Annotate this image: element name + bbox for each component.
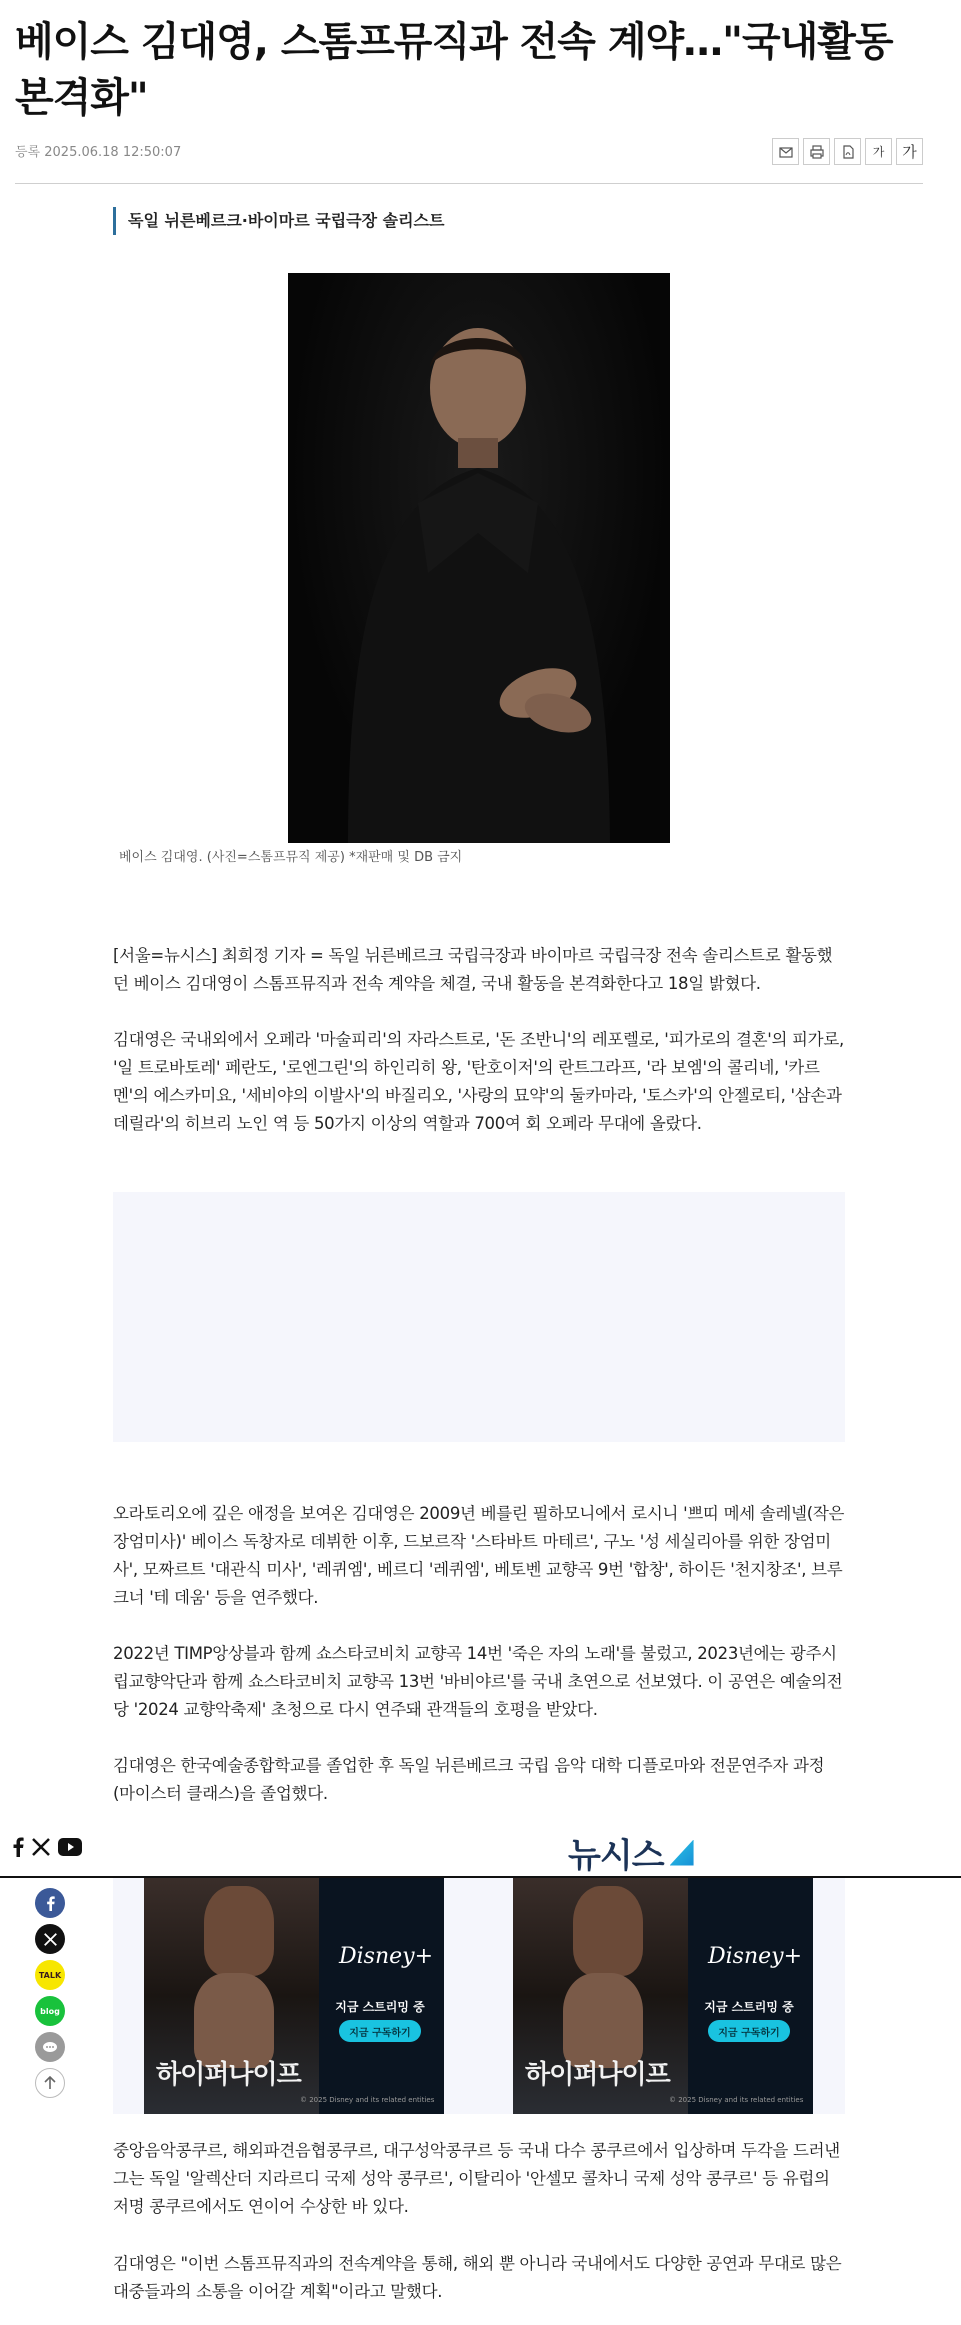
social-links <box>12 1837 82 1857</box>
ad-fine-print: © 2025 Disney and its related entities <box>300 2096 435 2104</box>
ad-subscribe-button[interactable]: 지금 구독하기 <box>339 2020 421 2042</box>
article-photo <box>288 273 670 843</box>
article-subtitle: 독일 뉘른베르크·바이마르 국립극장 솔리스트 <box>113 207 444 235</box>
scroll-top-arrow-icon[interactable] <box>35 2068 65 2098</box>
photo-caption: 베이스 김대영. (사진=스톰프뮤직 제공) *재판매 및 DB 금지 <box>119 850 463 865</box>
article-paragraph: 2022년 TIMP앙상블과 함께 쇼스타코비치 교향곡 14번 '죽은 자의 노래'를 불렀고, 2023년에는 광주시립교향악단과 함께 쇼스타코비치 교향곡 13번 '바비야르'를 국내 초연으로 선보였다. 이 공연은 예술의전당 '2024 교향악축제' 초청으로 다시 연주돼 관객들의 호평을 받았다. <box>113 1644 843 1719</box>
comment-share-icon[interactable] <box>35 2032 65 2062</box>
registered-label: 등록 <box>15 145 41 160</box>
brand-name: 뉴시스 <box>568 1836 664 1876</box>
ad-stream-text: 지금 스트리밍 중 <box>335 2000 425 2014</box>
share-bar <box>35 1888 65 2098</box>
disney-plus-ad[interactable] <box>513 1878 813 2114</box>
article-toolbar <box>772 138 923 165</box>
pdf-icon[interactable] <box>834 138 861 165</box>
article-paragraph: 김대영은 한국예술종합학교를 졸업한 후 독일 뉘른베르크 국립 음악 대학 디플로마와 전문연주자 과정(마이스터 클래스)을 졸업했다. <box>113 1756 825 1803</box>
article-paragraph: 김대영은 "이번 스톰프뮤직과의 전속계약을 통해, 해외 뿐 아니라 국내에서도 다양한 공연과 무대로 많은 대중들과의 소통을 이어갈 계획"이라고 말했다. <box>113 2254 842 2301</box>
kakaotalk-share-icon[interactable]: TALK <box>35 1960 65 1990</box>
ad-banner-row <box>113 1878 845 2114</box>
font-decrease-button[interactable]: 가 <box>865 138 892 165</box>
article-paragraph: [서울=뉴시스] 최희정 기자 = 독일 뉘른베르크 국립극장과 바이마르 국립극장 전속 솔리스트로 활동했던 베이스 김대영이 스톰프뮤직과 전속 계약을 체결, 국내 활동을 본격화한다고 18일 밝혔다. <box>113 946 833 993</box>
disney-plus-logo: Disney+ <box>708 1944 803 1969</box>
ad-fine-print: © 2025 Disney and its related entities <box>669 2096 804 2104</box>
font-increase-button[interactable]: 가 <box>896 138 923 165</box>
registered-time: 2025.06.18 12:50:07 <box>44 145 182 160</box>
article-headline: 베이스 김대영, 스톰프뮤직과 전속 계약…"국내활동 본격화" <box>15 19 893 121</box>
print-icon[interactable] <box>803 138 830 165</box>
article-meta <box>15 141 181 160</box>
mail-icon[interactable] <box>772 138 799 165</box>
brand-logo[interactable] <box>568 1828 694 1877</box>
article-paragraph: 김대영은 국내외에서 오페라 '마술피리'의 자라스트로, '돈 조반니'의 레포렐로, '피가로의 결혼'의 피가로, '일 트로바토레' 페란도, '로엔그린'의 하인리히 왕, '탄호이저'의 란트그라프, '라 보엠'의 콜리네, '카르멘'의 에스카미요, '세비야의 이발사'의 바질리오, '사랑의 묘약'의 둘카마라, '토스카'의 안젤로티, '삼손과 데릴라'의 히브리 노인 역 등 50가지 이상의 역할과 700여 회 오페라 무대에 올랐다. <box>113 1030 844 1133</box>
ad-subscribe-button[interactable]: 지금 구독하기 <box>708 2020 790 2042</box>
disney-plus-logo: Disney+ <box>339 1944 434 1969</box>
ad-stream-text: 지금 스트리밍 중 <box>704 2000 794 2014</box>
ad-title: 하이퍼나이프 <box>156 2060 301 2090</box>
youtube-icon[interactable] <box>58 1838 82 1856</box>
brand-mark-icon <box>670 1840 694 1866</box>
ad-placeholder <box>113 1192 845 1442</box>
header-divider <box>15 183 923 184</box>
ad-title: 하이퍼나이프 <box>525 2060 670 2090</box>
article-paragraph: 오라토리오에 깊은 애정을 보여온 김대영은 2009년 베를린 필하모니에서 로시니 '쁘띠 메세 솔레넬(작은 장엄미사)' 베이스 독창자로 데뷔한 이후, 드보르작 '스타바트 마테르', 구노 '성 세실리아를 위한 장엄미사', 모짜르트 '대관식 미사', '레퀴엠', 베르디 '레퀴엠', 베토벤 교향곡 9번 '합창', 하이든 '천지창조', 브루크너 '테 데움' 등을 연주했다. <box>113 1504 845 1607</box>
x-icon[interactable] <box>32 1838 50 1856</box>
disney-plus-ad[interactable] <box>144 1878 444 2114</box>
blog-share-icon[interactable]: blog <box>35 1996 65 2026</box>
x-share-icon[interactable] <box>35 1924 65 1954</box>
article-paragraph: 중앙음악콩쿠르, 해외파견음협콩쿠르, 대구성악콩쿠르 등 국내 다수 콩쿠르에서 입상하며 두각을 드러낸 그는 독일 '알렉산더 지라르디 국제 성악 콩쿠르', 이탈리아 '안셀모 콜차니 국제 성악 콩쿠르' 등 유럽의 저명 콩쿠르에서도 연이어 수상한 바 있다. <box>113 2141 840 2216</box>
facebook-share-icon[interactable] <box>35 1888 65 1918</box>
facebook-icon[interactable] <box>12 1837 24 1857</box>
